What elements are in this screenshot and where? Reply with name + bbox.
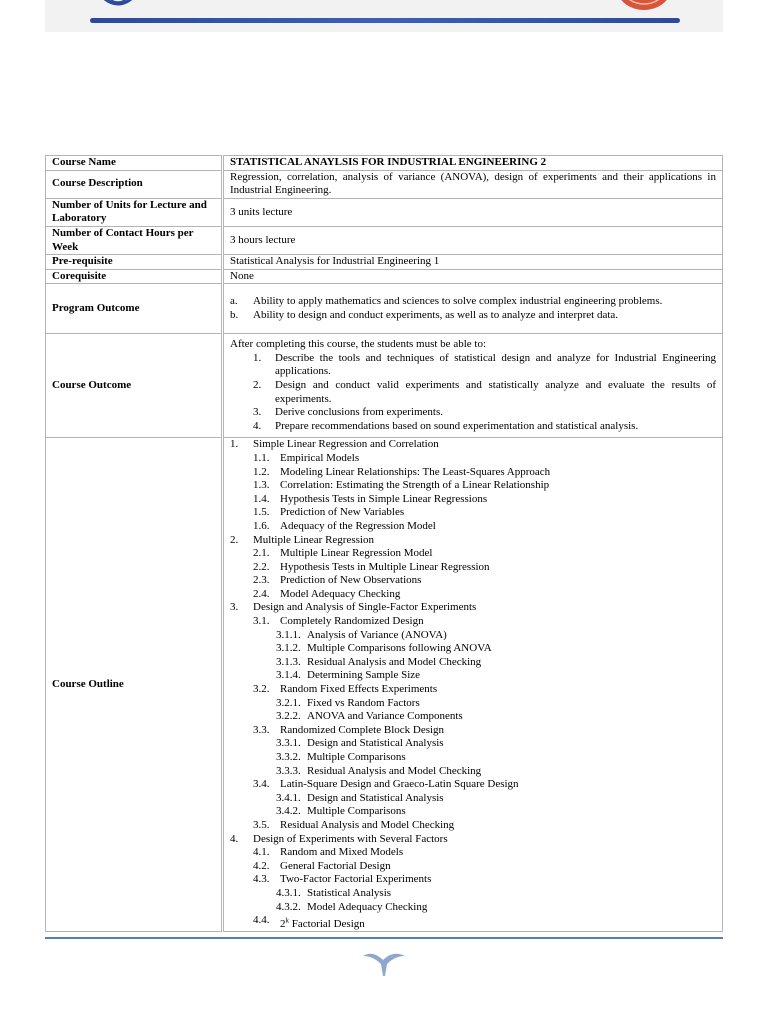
outline-item-level-3 — [230, 737, 716, 751]
outline-item-level-3 — [230, 805, 716, 819]
outline-item-text: Completely Randomized Design — [280, 615, 424, 628]
outline-item-level-2 — [230, 479, 716, 493]
outline-item-text: Statistical Analysis — [307, 886, 392, 899]
outline-item-text: Multiple Comparisons — [307, 805, 406, 818]
course-description-label: Course Description — [46, 170, 223, 198]
outline-item-level-2 — [230, 846, 716, 860]
outline-item-text: Adequacy of the Regression Model — [280, 519, 436, 532]
list-marker: 1.5. — [253, 506, 270, 519]
list-marker: 1.1. — [253, 451, 270, 464]
course-description-value: Regression, correlation, analysis of variance (ANOVA), design of experiments and their applications in Industrial Engineering. — [223, 170, 723, 198]
row-units — [46, 198, 723, 226]
outline-item-level-2 — [230, 561, 716, 575]
list-marker: 3.2.2. — [276, 710, 301, 723]
program-outcome-item — [230, 295, 716, 309]
list-marker: 4. — [230, 832, 239, 845]
row-course-description — [46, 170, 723, 198]
outline-item-level-1 — [230, 833, 716, 847]
outline-item-level-3 — [230, 792, 716, 806]
list-marker: 3.3.1. — [276, 737, 301, 750]
course-outcome-text: Design and conduct valid experiments and statistically analyze and evaluate the results of experiments. — [275, 379, 716, 405]
outline-item-text: Randomized Complete Block Design — [280, 723, 445, 736]
list-marker: 2.1. — [253, 547, 270, 560]
seal-logo-icon — [612, 0, 676, 12]
list-marker: b. — [230, 308, 239, 321]
list-marker: 4.3.1. — [276, 886, 301, 899]
outline-item-level-2 — [230, 506, 716, 520]
list-marker: 4.3.2. — [276, 900, 301, 913]
list-marker: 3.3.2. — [276, 751, 301, 763]
list-marker: 3.4.1. — [276, 791, 301, 804]
course-outcome-label: Course Outcome — [46, 334, 223, 438]
outline-item-text: Prediction of New Observations — [280, 574, 422, 587]
outline-item-level-3 — [230, 697, 716, 711]
outline-item-level-2 — [230, 615, 716, 629]
contact-hours-value: 3 hours lecture — [223, 226, 723, 254]
course-outcome-text: Derive conclusions from experiments. — [275, 406, 444, 419]
outline-item-level-2 — [230, 547, 716, 561]
list-marker: 3.3. — [253, 723, 270, 736]
outline-item-level-3 — [230, 642, 716, 656]
outline-item-level-3 — [230, 901, 716, 915]
list-marker: 1.6. — [253, 519, 270, 532]
contact-hours-label: Number of Contact Hours per Week — [46, 226, 223, 254]
units-value: 3 units lecture — [223, 198, 723, 226]
outline-item-text: Simple Linear Regression and Correlation — [253, 438, 439, 451]
outline-item-text: Determining Sample Size — [307, 669, 421, 682]
course-name-value: STATISTICAL ANAYLSIS FOR INDUSTRIAL ENGINEERING 2 — [223, 156, 723, 171]
list-marker: 2.3. — [253, 574, 270, 587]
outline-item-text: Residual Analysis and Model Checking — [307, 764, 482, 777]
program-outcome-text: Ability to design and conduct experiments, as well as to analyze and interpret data. — [253, 308, 619, 321]
outline-item-text: Empirical Models — [280, 451, 360, 464]
list-marker: 3.2.1. — [276, 696, 301, 709]
outline-item-level-3 — [230, 656, 716, 670]
outline-item-text: Hypothesis Tests in Simple Linear Regressions — [280, 492, 488, 505]
course-outcome-text: Describe the tools and techniques of statistical design and analyze for Industrial Engineering applications. — [275, 351, 716, 378]
course-outcome-text: Prepare recommendations based on sound experimentation and statistical analysis. — [275, 419, 639, 432]
list-marker: 3.4.2. — [276, 805, 301, 818]
course-outline-value — [223, 438, 723, 932]
list-marker: 1.3. — [253, 479, 270, 492]
outline-item-text: Multiple Comparisons — [307, 751, 406, 763]
university-logo-icon — [88, 0, 148, 12]
outline-item-level-2 — [230, 520, 716, 534]
row-course-outcome — [46, 334, 723, 438]
list-marker: 4. — [253, 419, 262, 432]
outline-item-level-2 — [230, 683, 716, 697]
outline-item-level-2 — [230, 588, 716, 602]
outline-item-text: Random and Mixed Models — [280, 846, 404, 859]
course-syllabus-table — [45, 155, 723, 932]
outline-item-level-3 — [230, 710, 716, 724]
outline-item-level-2 — [230, 819, 716, 833]
row-corequisite — [46, 269, 723, 284]
header-rule — [90, 18, 680, 23]
outline-item-text: ANOVA and Variance Components — [307, 710, 463, 723]
list-marker: 3. — [230, 601, 239, 614]
outline-item-text: Multiple Linear Regression — [253, 533, 374, 546]
outline-item-text: Random Fixed Effects Experiments — [280, 683, 438, 696]
outline-item-level-3 — [230, 751, 716, 765]
list-marker: 4.1. — [253, 846, 270, 859]
row-contact-hours — [46, 226, 723, 254]
outline-item-text: Multiple Comparisons following ANOVA — [307, 642, 492, 655]
list-marker: 1.2. — [253, 465, 270, 478]
outline-item-text: General Factorial Design — [280, 859, 391, 872]
list-marker: a. — [230, 295, 238, 308]
outline-item-text: Two-Factor Factorial Experiments — [280, 873, 432, 886]
course-name-label: Course Name — [46, 156, 223, 171]
list-marker: 4.2. — [253, 859, 270, 872]
outline-item-text: Model Adequacy Checking — [307, 900, 428, 913]
outline-item-text: Hypothesis Tests in Multiple Linear Regression — [280, 560, 490, 573]
outline-item-level-2 — [230, 574, 716, 588]
program-outcome-text: Ability to apply mathematics and sciences to solve complex industrial engineering problems. — [253, 295, 663, 308]
outline-item-text: Fixed vs Random Factors — [307, 696, 420, 709]
list-marker: 2.2. — [253, 560, 270, 573]
program-outcome-label: Program Outcome — [46, 284, 223, 334]
list-marker: 2. — [230, 533, 239, 546]
list-marker: 3.4. — [253, 778, 270, 791]
corequisite-label: Corequisite — [46, 269, 223, 284]
list-marker: 3.5. — [253, 818, 270, 831]
outline-item-level-3 — [230, 887, 716, 901]
row-course-name — [46, 156, 723, 171]
outline-item-text: Design of Experiments with Several Factors — [253, 832, 448, 845]
list-marker: 4.3. — [253, 873, 270, 886]
footer-emblem-icon — [361, 948, 407, 978]
course-outcome-intro: After completing this course, the students must be able to: — [230, 338, 487, 351]
course-outcome-item — [230, 379, 716, 406]
list-marker: 1. — [230, 438, 239, 451]
row-course-outline — [46, 438, 723, 932]
row-program-outcome — [46, 284, 723, 334]
outline-item-level-3 — [230, 629, 716, 643]
course-outline-label: Course Outline — [46, 438, 223, 932]
course-outcome-item — [230, 406, 716, 420]
outline-item-text: Design and Analysis of Single-Factor Experiments — [253, 601, 477, 614]
list-marker: 2.4. — [253, 587, 270, 600]
outline-item-text: Modeling Linear Relationships: The Least-Squares Approach — [280, 465, 551, 478]
outline-item-text: Latin-Square Design and Graeco-Latin Square Design — [280, 778, 519, 791]
outline-item-text: Multiple Linear Regression Model — [280, 547, 433, 560]
row-prerequisite — [46, 255, 723, 270]
outline-item-text: Model Adequacy Checking — [280, 587, 401, 600]
list-marker: 3.1.1. — [276, 628, 301, 641]
program-outcome-item — [230, 309, 716, 323]
outline-item-level-2 — [230, 466, 716, 480]
outline-item-level-3 — [230, 765, 716, 779]
outline-item-level-2 — [230, 873, 716, 887]
list-marker: 3.1.3. — [276, 655, 301, 668]
outline-item-text: Residual Analysis and Model Checking — [280, 818, 455, 831]
outline-item-text: Design and Statistical Analysis — [307, 791, 444, 804]
footer-rule — [45, 937, 723, 939]
list-marker: 3.1. — [253, 615, 270, 628]
outline-item-level-2 — [230, 860, 716, 874]
outline-item-level-1 — [230, 601, 716, 615]
list-marker: 3.3.3. — [276, 764, 301, 777]
outline-item-text: Analysis of Variance (ANOVA) — [307, 628, 447, 641]
outline-item-level-2 — [230, 778, 716, 792]
list-marker: 4.4. — [253, 914, 270, 927]
list-marker: 3.2. — [253, 683, 270, 696]
outline-item-text: Design and Statistical Analysis — [307, 737, 444, 750]
outline-item-level-2 — [230, 452, 716, 466]
outline-item-level-2 — [230, 493, 716, 507]
list-marker: 2. — [253, 379, 262, 392]
outline-item-level-2 — [230, 914, 716, 931]
prerequisite-value: Statistical Analysis for Industrial Engineering 1 — [223, 255, 723, 270]
outline-item-level-1 — [230, 438, 716, 452]
list-marker: 3.1.4. — [276, 669, 301, 682]
outline-item-text: 2$^k$ Factorial Design — [280, 916, 365, 930]
outline-item-level-3 — [230, 669, 716, 683]
course-outcome-value — [223, 334, 723, 438]
units-label: Number of Units for Lecture and Laboratory — [46, 198, 223, 226]
superscript: k — [285, 916, 289, 925]
outline-item-level-2 — [230, 724, 716, 738]
list-marker: 3.1.2. — [276, 642, 301, 655]
list-marker: 1. — [253, 351, 262, 364]
outline-item-level-1 — [230, 534, 716, 548]
list-marker: 3. — [253, 406, 262, 419]
course-outcome-item — [230, 352, 716, 379]
program-outcome-value — [223, 284, 723, 334]
outline-item-text: Prediction of New Variables — [280, 506, 405, 519]
corequisite-value: None — [223, 269, 723, 284]
outline-item-text: Correlation: Estimating the Strength of a Linear Relationship — [280, 479, 550, 492]
outline-item-text: Residual Analysis and Model Checking — [307, 655, 482, 668]
list-marker: 1.4. — [253, 492, 270, 505]
prerequisite-label: Pre-requisite — [46, 255, 223, 270]
course-outcome-item — [230, 420, 716, 434]
